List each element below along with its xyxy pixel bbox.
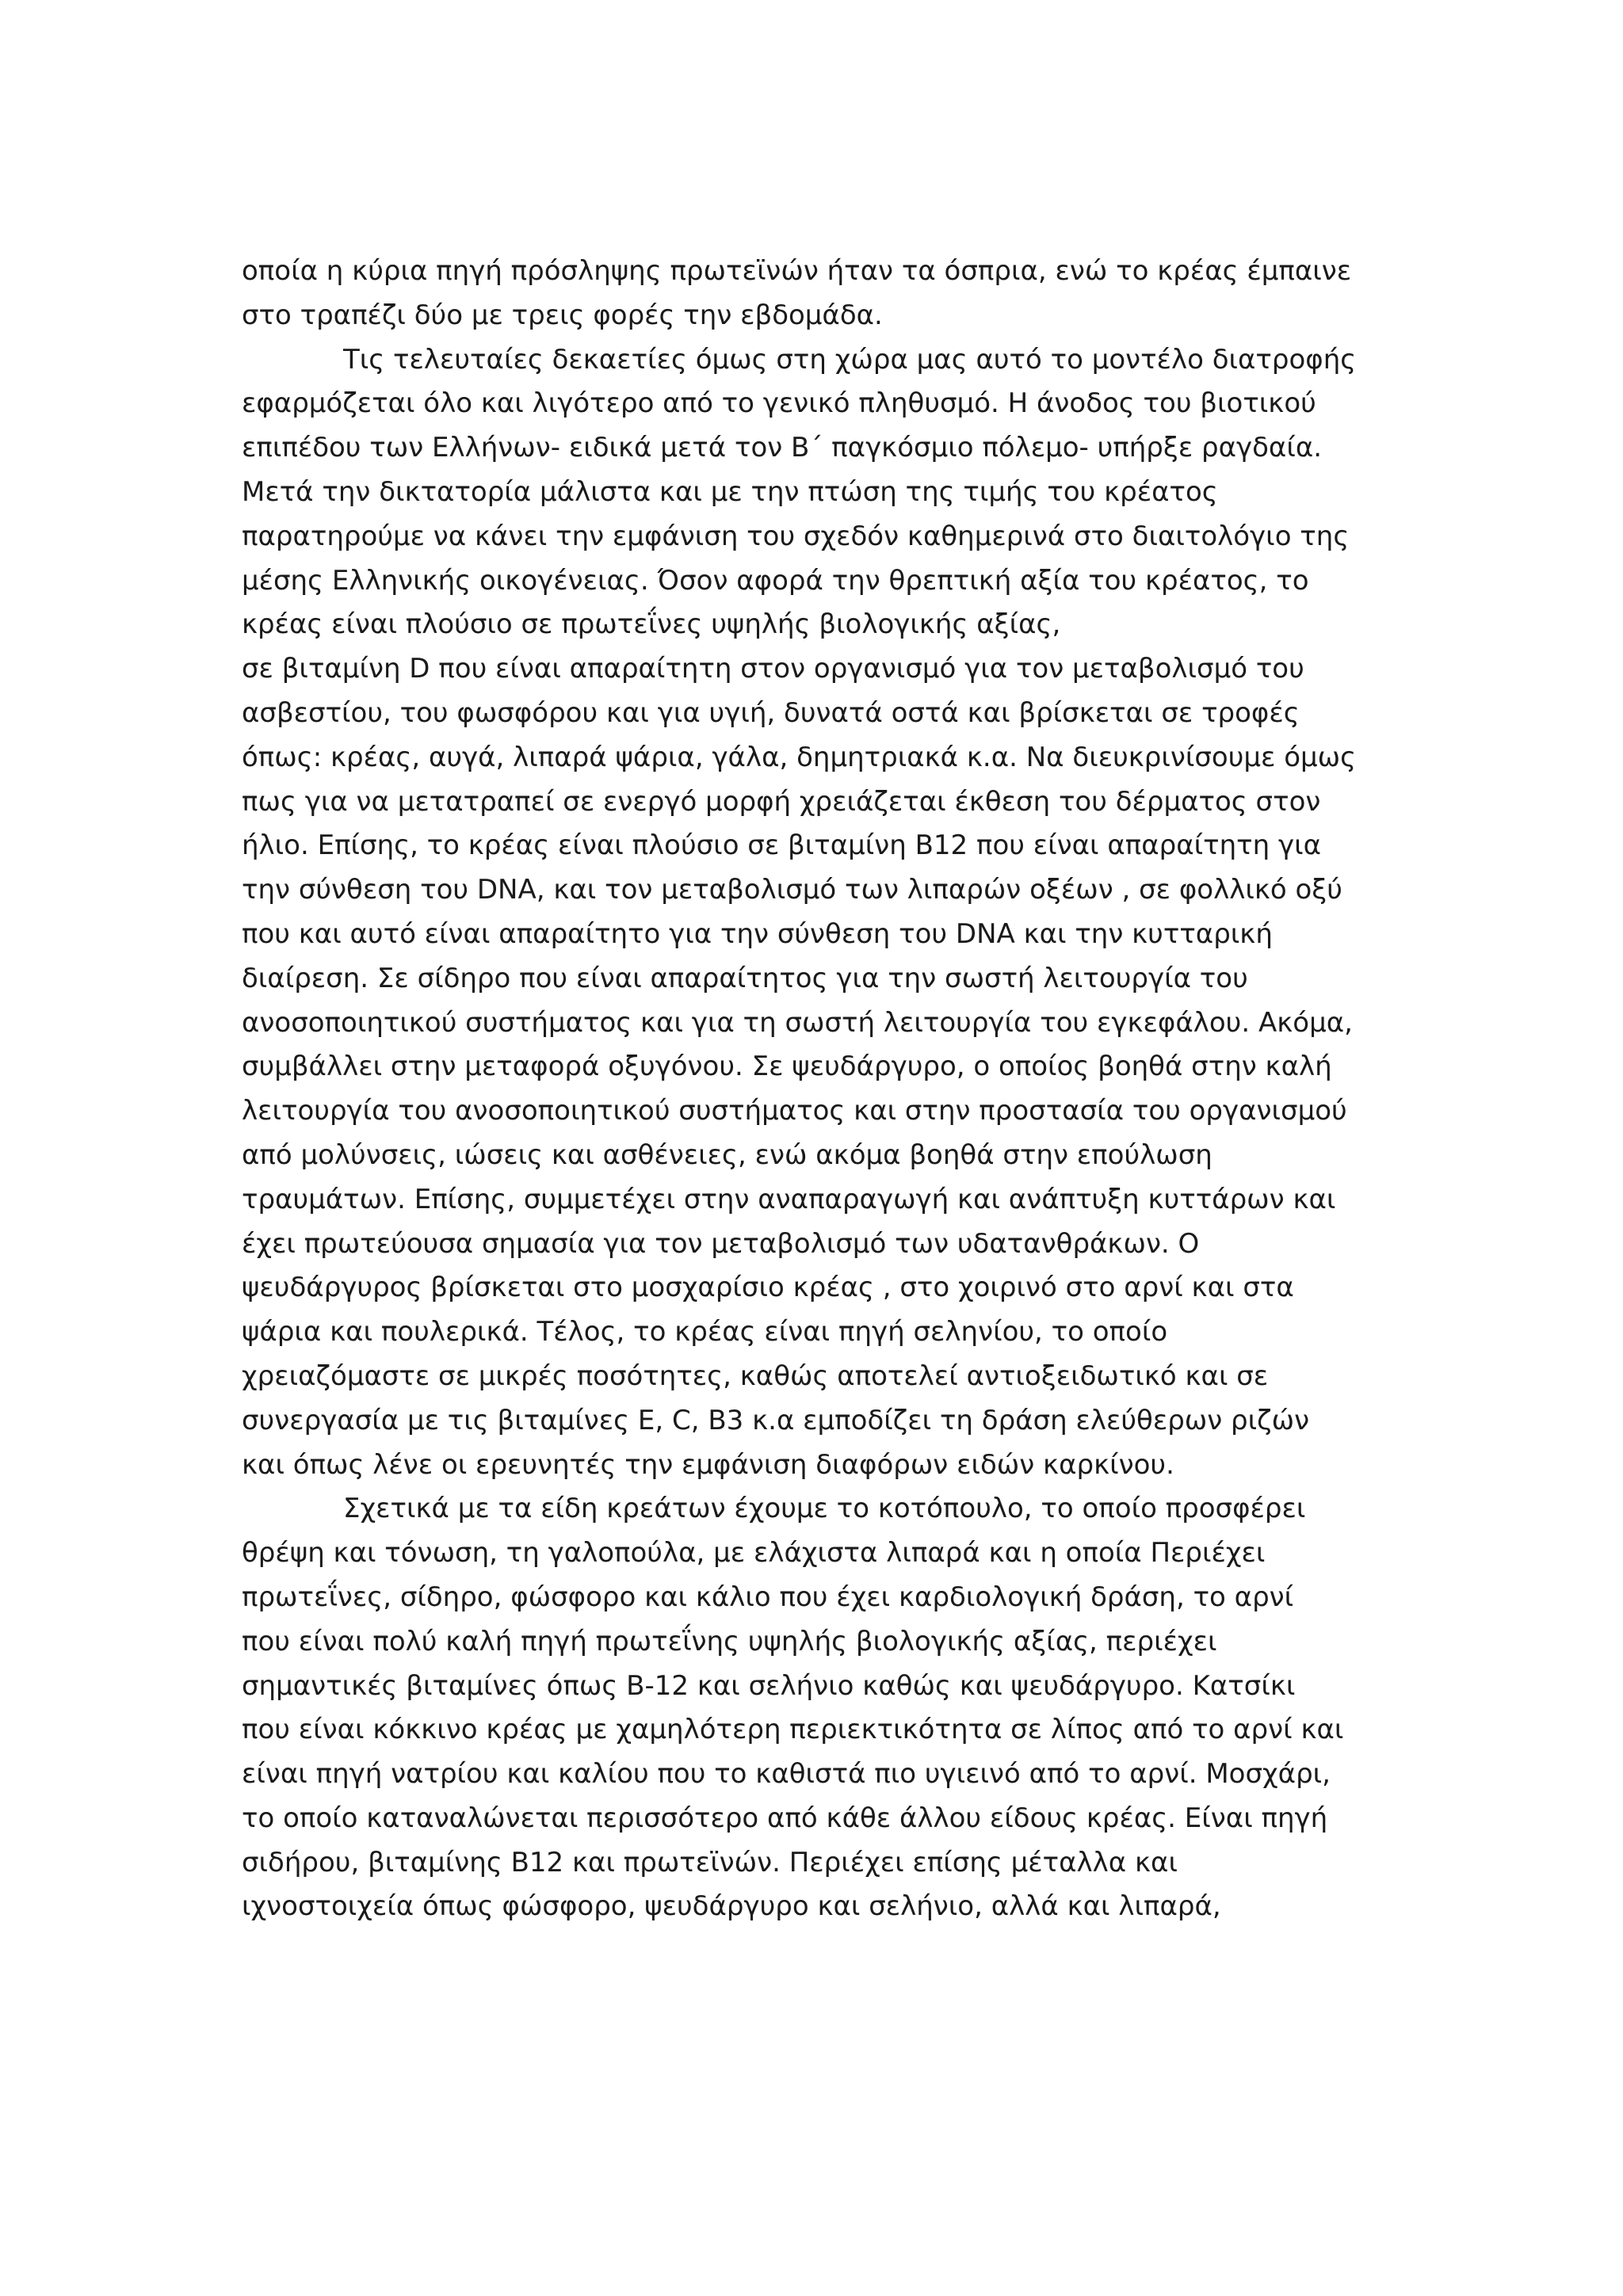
text-line: κρέας είναι πλούσιο σε πρωτεΐνες υψηλής βιολογικής αξίας, <box>242 608 1061 641</box>
text-line: Σχετικά με τα είδη κρεάτων έχουμε το κοτόπουλο, το οποίο προσφέρει <box>343 1493 1306 1525</box>
text-line: το οποίο καταναλώνεται περισσότερο από κάθε άλλου είδους κρέας. Είναι πηγή <box>242 1802 1328 1834</box>
text-line: μέσης Ελληνικής οικογένειας. Όσον αφορά την θρεπτική αξία του κρέατος, το <box>242 564 1309 597</box>
text-line: στο τραπέζι δύο με τρεις φορές την εβδομάδα. <box>242 299 883 331</box>
text-line: και όπως λένε οι ερευνητές την εμφάνιση διαφόρων ειδών καρκίνου. <box>242 1448 1174 1481</box>
text-line: από μολύνσεις, ιώσεις και ασθένειες, ενώ ακόμα βοηθά στην επούλωση <box>242 1138 1212 1171</box>
text-line: ήλιο. Επίσης, το κρέας είναι πλούσιο σε βιταμίνη Β12 που είναι απαραίτητη για <box>242 830 1322 862</box>
text-line: έχει πρωτεύουσα σημασία για τον μεταβολισμό των υδατανθράκων. Ο <box>242 1227 1200 1260</box>
text-line: οποία η κύρια πηγή πρόσληψης πρωτεϊνών ήταν τα όσπρια, ενώ το κρέας έμπαινε <box>242 255 1352 287</box>
text-line: ασβεστίου, του φωσφόρου και για υγιή, δυνατά οστά και βρίσκεται σε τροφές <box>242 696 1300 729</box>
text-line: εφαρμόζεται όλο και λιγότερο από το γενικό πληθυσμό. Η άνοδος του βιοτικού <box>242 387 1316 420</box>
text-line: είναι πηγή νατρίου και καλίου που το καθιστά πιο υγιεινό από το αρνί. Μοσχάρι, <box>242 1758 1331 1791</box>
text-line: ψάρια και πουλερικά. Τέλος, το κρέας είναι πηγή σεληνίου, το οποίο <box>242 1316 1168 1348</box>
text-line: λειτουργία του ανοσοποιητικού συστήματος και στην προστασία του οργανισμού <box>242 1095 1347 1127</box>
text-line: πως για να μετατραπεί σε ενεργό μορφή χρειάζεται έκθεση του δέρματος στον <box>242 785 1321 818</box>
text-line: σημαντικές βιταμίνες όπως Β-12 και σελήνιο καθώς και ψευδάργυρο. Κατσίκι <box>242 1669 1296 1702</box>
text-line: πρωτεΐνες, σίδηρο, φώσφορο και κάλιο που έχει καρδιολογική δράση, το αρνί <box>242 1581 1294 1613</box>
text-line: Μετά την δικτατορία μάλιστα και με την πτώση της τιμής του κρέατος <box>242 475 1218 508</box>
text-line: επιπέδου των Ελλήνων- ειδικά μετά τον Β΄ παγκόσμιο πόλεμο- υπήρξε ραγδαία. <box>242 432 1323 464</box>
text-line: συμβάλλει στην μεταφορά οξυγόνου. Σε ψευδάργυρο, ο οποίος βοηθά στην καλή <box>242 1051 1332 1083</box>
text-line: που είναι πολύ καλή πηγή πρωτεΐνης υψηλής βιολογικής αξίας, περιέχει <box>242 1625 1217 1657</box>
text-line: διαίρεση. Σε σίδηρο που είναι απαραίτητος για την σωστή λειτουργία του <box>242 962 1248 994</box>
text-line: την σύνθεση του DNA, και τον μεταβολισμό των λιπαρών οξέων , σε φολλικό οξύ <box>242 874 1342 906</box>
text-line: όπως: κρέας, αυγά, λιπαρά ψάρια, γάλα, δημητριακά κ.α. Να διευκρινίσουμε όμως <box>242 741 1357 773</box>
text-line: συνεργασία με τις βιταμίνες Ε, C, Β3 κ.α εμποδίζει τη δράση ελεύθερων ριζών <box>242 1404 1310 1436</box>
text-line: Τις τελευταίες δεκαετίες όμως στη χώρα μας αυτό το μοντέλο διατροφής <box>343 343 1357 376</box>
text-line: σε βιταμίνη D που είναι απαραίτητη στον οργανισμό για τον μεταβολισμό του <box>242 653 1304 685</box>
text-line: θρέψη και τόνωση, τη γαλοπούλα, με ελάχιστα λιπαρά και η οποία Περιέχει <box>242 1537 1266 1569</box>
text-line: χρειαζόμαστε σε μικρές ποσότητες, καθώς αποτελεί αντιοξειδωτικό και σε <box>242 1360 1269 1392</box>
text-line: σιδήρου, βιταμίνης Β12 και πρωτεϊνών. Περιέχει επίσης μέταλλα και <box>242 1846 1178 1878</box>
text-line: ψευδάργυρος βρίσκεται στο μοσχαρίσιο κρέας , στο χοιρινό στο αρνί και στα <box>242 1272 1294 1304</box>
text-line: παρατηρούμε να κάνει την εμφάνιση του σχεδόν καθημερινά στο διαιτολόγιο της <box>242 520 1350 552</box>
text-line: που και αυτό είναι απαραίτητο για την σύνθεση του DNA και την κυτταρική <box>242 917 1273 950</box>
text-line: που είναι κόκκινο κρέας με χαμηλότερη περιεκτικότητα σε λίπος από το αρνί και <box>242 1714 1344 1746</box>
text-line: ιχνοστοιχεία όπως φώσφορο, ψευδάργυρο και σελήνιο, αλλά και λιπαρά, <box>242 1890 1221 1923</box>
body-text <box>242 250 1399 1929</box>
text-line: τραυμάτων. Επίσης, συμμετέχει στην αναπαραγωγή και ανάπτυξη κυττάρων και <box>242 1183 1336 1215</box>
text-line: ανοσοποιητικού συστήματος και για τη σωστή λειτουργία του εγκεφάλου. Ακόμα, <box>242 1006 1353 1039</box>
